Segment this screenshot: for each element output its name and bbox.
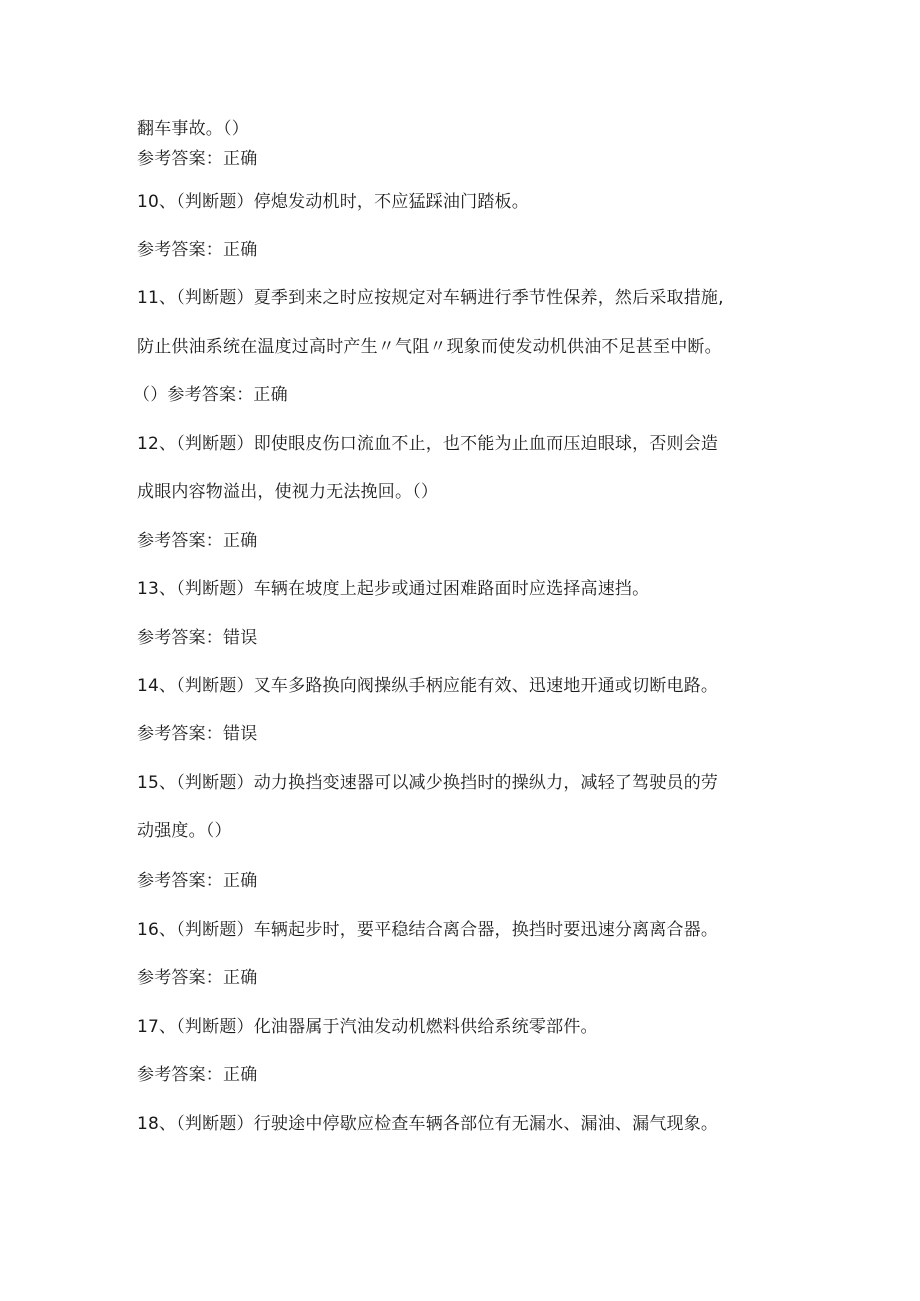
question-16-text: 16、（判断题）车辆起步时，要平稳结合离合器，换挡时要迅速分离离合器。	[137, 920, 719, 940]
answer-15: 参考答案：正确	[137, 871, 258, 891]
question-12-text-line-2: 成眼内容物溢出，使视力无法挽回。（）	[137, 482, 439, 502]
question-17-text: 17、（判断题）化油器属于汽油发动机燃料供给系统零部件。	[137, 1017, 598, 1037]
answer-10: 参考答案：正确	[137, 240, 258, 260]
answer-17: 参考答案：正确	[137, 1065, 258, 1085]
question-10-text: 10、（判断题）停熄发动机时，不应猛踩油门踏板。	[137, 192, 529, 212]
question-11-text-line-1: 11、（判断题）夏季到来之时应按规定对车辆进行季节性保养，然后采取措施,	[137, 288, 724, 308]
answer-16: 参考答案：正确	[137, 968, 258, 988]
question-15-text-line-1: 15、（判断题）动力换挡变速器可以减少换挡时的操纵力，减轻了驾驶员的劳	[137, 773, 719, 793]
question-18-text: 18、（判断题）行驶途中停歇应检查车辆各部位有无漏水、漏油、漏气现象。	[137, 1114, 719, 1134]
answer-14: 参考答案：错误	[137, 724, 258, 744]
question-12-text-line-1: 12、（判断题）即使眼皮伤口流血不止，也不能为止血而压迫眼球，否则会造	[137, 434, 719, 454]
question-14-text: 14、（判断题）叉车多路换向阀操纵手柄应能有效、迅速地开通或切断电路。	[137, 676, 719, 696]
question-13-text: 13、（判断题）车辆在坡度上起步或通过困难路面时应选择高速挡。	[137, 579, 650, 599]
answer-9: 参考答案：正确	[137, 149, 258, 169]
answer-12: 参考答案：正确	[137, 531, 258, 551]
answer-13: 参考答案：错误	[137, 628, 258, 648]
question-15-text-line-2: 动强度。（）	[137, 821, 232, 841]
answer-11: （）参考答案：正确	[133, 385, 288, 405]
question-9-text-continued: 翻车事故。（）	[137, 119, 249, 139]
question-11-text-line-2: 防止供油系统在温度过高时产生〃气阻〃现象而使发动机供油不足甚至中断。	[137, 337, 722, 357]
